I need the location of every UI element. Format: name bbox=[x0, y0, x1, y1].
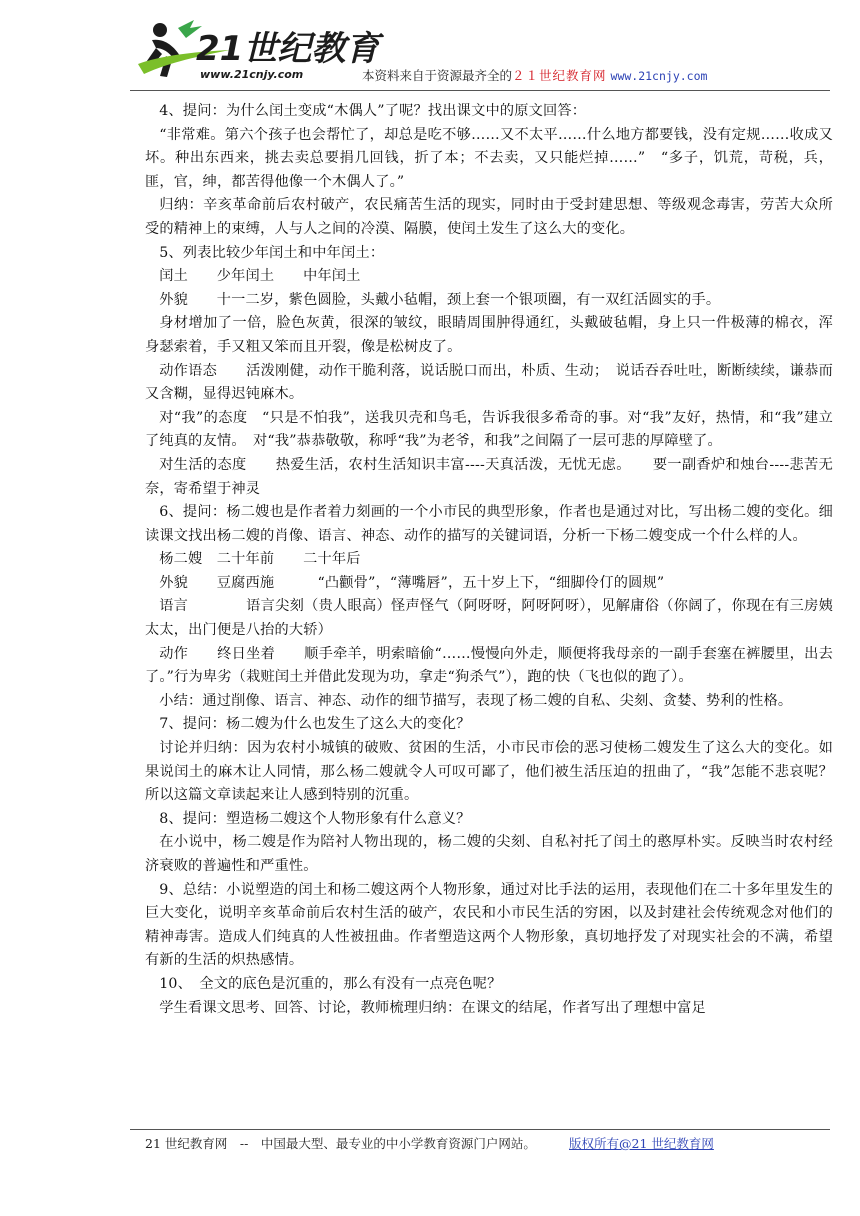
paragraph: 对生活的态度 热爱生活，农村生活知识丰富----天真活泼，无忧无虑。 要一副香炉和烛台----悲苦无奈，寄希望于神灵 bbox=[145, 456, 833, 497]
svg-text:21世纪教育: 21世纪教育 bbox=[196, 29, 380, 69]
paragraph: 身材增加了一倍，脸色灰黄，很深的皱纹，眼睛周围肿得通红，头戴破毡帽，身上只一件极薄的棉衣，浑身瑟索着，手又粗又笨而且开裂，像是松树皮了。 bbox=[145, 315, 833, 355]
document-body bbox=[145, 100, 833, 1020]
paragraph: 8、提问：塑造杨二嫂这个人物形象有什么意义？ bbox=[159, 810, 471, 827]
header-divider bbox=[130, 90, 830, 91]
site-url[interactable]: www.21cnjy.com bbox=[610, 69, 708, 83]
paragraph: 在小说中，杨二嫂是作为陪衬人物出现的，杨二嫂的尖刻、自私衬托了闰土的憨厚朴实。反映当时农村经济衰败的普遍性和严重性。 bbox=[145, 834, 833, 874]
paragraph: 外貌 豆腐西施 “凸颧骨”，“薄嘴唇”，五十岁上下，“细脚伶仃的圆规” bbox=[159, 574, 665, 591]
paragraph: 语言 语言尖刻（贵人眼高）怪声怪气（阿呀呀，阿呀阿呀），见解庸俗（你阔了，你现在有三房姨太太，出门便是八抬的大轿） bbox=[145, 598, 833, 639]
paragraph: 9、总结：小说塑造的闰土和杨二嫂这两个人物形象，通过对比手法的运用，表现他们在二十多年里发生的巨大变化，说明辛亥革命前后农村生活的破产，农民和小市民生活的穷困，以及封建社会传统观念对他们的精神毒害。造成人们纯真的人性被扭曲。作者塑造这两个人物形象，真切地抒发了对现实社会的不满，希望有新的生活的炽热感情。 bbox=[145, 881, 833, 969]
paragraph: 动作语态 活泼刚健，动作干脆利落，说话脱口而出，朴质、生动； 说话吞吞吐吐，断断续续，谦恭而又含糊，显得迟钝麻木。 bbox=[145, 362, 833, 403]
paragraph: 10、 全文的底色是沉重的，那么有没有一点亮色呢？ bbox=[159, 975, 502, 992]
paragraph: “非常难。第六个孩子也会帮忙了，却总是吃不够……又不太平……什么地方都要钱，没有定规……收成又坏。种出东西来，挑去卖总要捐几回钱，折了本；不去卖，又只能烂掉……” “多子，饥荒，苛税，兵，匪，官，绅，都苦得他像一个木偶人了。” bbox=[145, 126, 833, 190]
paragraph: 5、列表比较少年闰土和中年闰土： bbox=[159, 244, 385, 261]
paragraph: 6、提问：杨二嫂也是作者着力刻画的一个小市民的典型形象，作者也是通过对比，写出杨二嫂的变化。细读课文找出杨二嫂的肖像、语言、神态、动作的描写的关键词语，分析一下杨二嫂变成一个什么样的人。 bbox=[145, 504, 833, 544]
page-header bbox=[130, 16, 830, 92]
paragraph: 小结：通过削像、语言、神态、动作的细节描写，表现了杨二嫂的自私、尖刻、贪婪、势利的性格。 bbox=[159, 692, 793, 709]
paragraph: 杨二嫂 二十年前 二十年后 bbox=[159, 551, 361, 568]
page-footer bbox=[145, 1134, 833, 1152]
paragraph: 外貌 十一二岁，紫色圆脸，头戴小毡帽，颈上套一个银项圈，有一双红活圆实的手。 bbox=[159, 291, 721, 308]
header-tagline: 本资料来自于资源最齐全的２１世纪教育网 www.21cnjy.com bbox=[362, 68, 708, 83]
site-logo bbox=[130, 16, 380, 86]
paragraph: 4、提问：为什么闰土变成“木偶人”了呢？找出课文中的原文回答： bbox=[159, 103, 587, 119]
paragraph: 动作 终日坐着 顺手牵羊，明索暗偷“……慢慢向外走，顺便将我母亲的一副手套塞在裤腰里，出去了。”行为卑劣（栽赃闰土并借此发现为功，拿走“狗杀气”），跑的快（飞也似的跑了）。 bbox=[145, 645, 833, 686]
paragraph: 对“我”的态度 “只是不怕我”，送我贝壳和鸟毛，告诉我很多希奇的事。对“我”友好，热情，和“我”建立了纯真的友情。 对“我”恭恭敬敬，称呼“我”为老爷，和我”之间隔了一层可悲的厚障壁了。 bbox=[145, 409, 833, 450]
paragraph: 归纳：辛亥革命前后农村破产，农民痛苦生活的现实，同时由于受封建思想、等级观念毒害，劳苦大众所受的精神上的束缚，人与人之间的冷漠、隔膜，使闰土发生了这么大的变化。 bbox=[145, 197, 833, 237]
footer-text: 21 世纪教育网 -- 中国最大型、最专业的中小学教育资源门户网站。 bbox=[145, 1136, 536, 1151]
paragraph: 7、提问：杨二嫂为什么也发生了这么大的变化？ bbox=[159, 716, 471, 733]
footer-divider bbox=[130, 1129, 830, 1130]
svg-text:www.21cnjy.com: www.21cnjy.com bbox=[200, 68, 304, 81]
paragraph: 闰土 少年闰土 中年闰土 bbox=[159, 268, 361, 285]
paragraph: 讨论并归纳：因为农村小城镇的破败、贫困的生活，小市民市侩的恶习使杨二嫂发生了这么大的变化。如果说闰土的麻木让人同情，那么杨二嫂就令人可叹可鄙了，他们被生活压迫的扭曲了，“我”怎能不悲哀呢？所以这篇文章读起来让人感到特别的沉重。 bbox=[145, 740, 833, 804]
copyright-link[interactable]: 版权所有@21 世纪教育网 bbox=[569, 1136, 714, 1151]
brand-name: ２１世纪教育网 bbox=[512, 68, 607, 83]
paragraph: 学生看课文思考、回答、讨论，教师梳理归纳：在课文的结尾，作者写出了理想中富足 bbox=[159, 999, 706, 1016]
